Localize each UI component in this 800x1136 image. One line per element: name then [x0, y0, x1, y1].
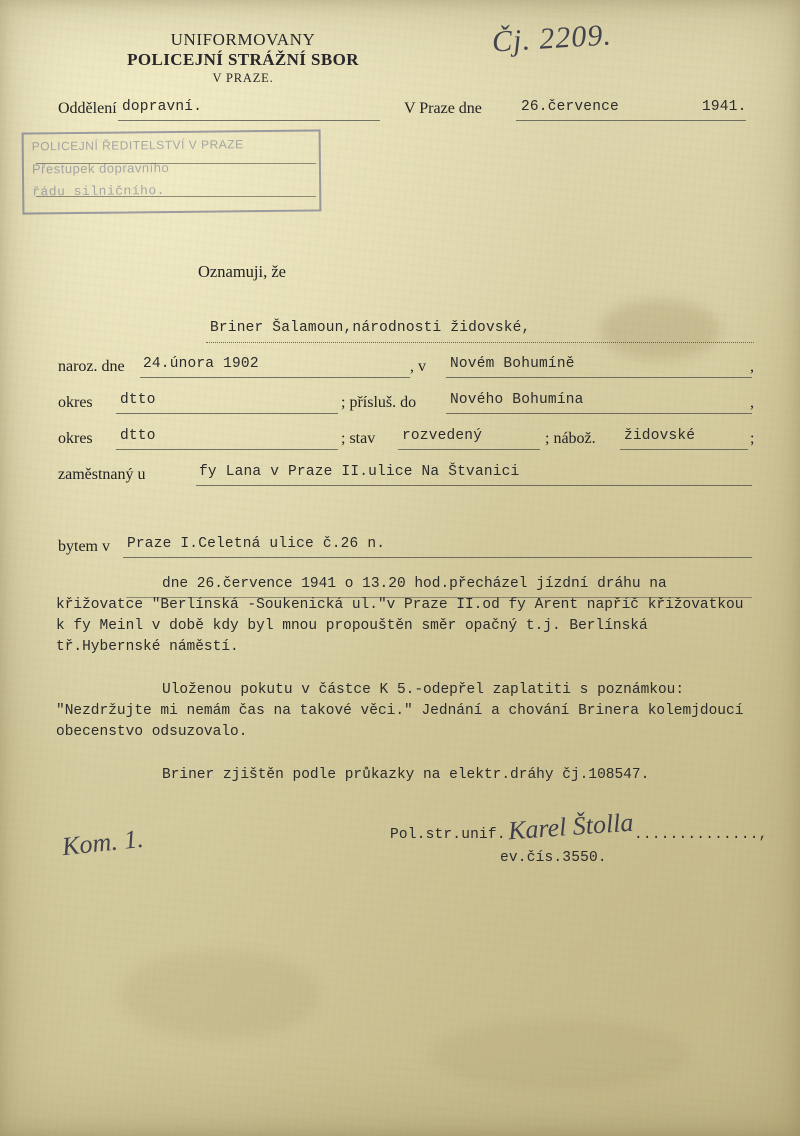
header-line-3: V PRAZE. [212, 71, 274, 86]
employed-rule [196, 485, 752, 486]
status-value: rozvedený [402, 428, 483, 444]
place-date-year: 1941. [702, 99, 747, 115]
residence-rule [123, 557, 752, 558]
birthplace-label: , v [410, 358, 426, 375]
report-paragraph-1: dne 26.července 1941 o 13.20 hod.přecházel jízdní dráhu na křižovatce "Berlínská -Soukenická ul."v Praze II.od fy Arent napříč křižovatkou k fy Meinl v době kdy byl mnou propouštěn směr opačný t.j. Berlínská tř.Hybernské náměstí. [56, 576, 744, 655]
district-value-1: dtto [120, 392, 156, 408]
birth-date: 24.února 1902 [143, 356, 259, 372]
birth-date-rule [140, 377, 410, 378]
district-row-comma: , [750, 394, 754, 411]
signature-id: ev.čís.3550. [500, 850, 607, 866]
place-date-value: 26.července [521, 99, 619, 115]
document-header [78, 30, 408, 86]
reference-number-handwritten: Čj. 2209. [491, 18, 613, 59]
header-line-1: UNIFORMOVANY [170, 30, 316, 49]
department-rule [118, 120, 380, 121]
birthplace-value: Novém Bohumíně [450, 356, 575, 372]
report-paragraph-3: Briner zjištěn podle průkazky na elektr.dráhy čj.108547. [162, 767, 650, 783]
district-1-rule [116, 413, 338, 414]
district-value-2: dtto [120, 428, 156, 444]
birthplace-rule [446, 377, 752, 378]
stamp-rule-1 [36, 163, 316, 164]
status-rule [398, 449, 540, 450]
belonging-value: Nového Bohumína [450, 392, 584, 408]
intro-text: Oznamuji, že [198, 262, 286, 281]
signature-dots: .............., [634, 827, 768, 843]
religion-value: židovské [624, 428, 696, 444]
header-line-2: POLICEJNÍ STRÁŽNÍ SBOR [127, 50, 359, 70]
religion-rule [620, 449, 748, 450]
department-label: Oddělení [58, 100, 117, 117]
status-label: ; stav [341, 430, 376, 447]
report-line-rule [126, 597, 752, 598]
report-paragraph-2: Uloženou pokutu v částce K 5.-odepřel zaplatiti s poznámkou: "Nezdržujte mi nemám čas na takové věci." Jednání a chování Brinera kolemjdoucí obecenstvo odsuzovalo. [56, 682, 744, 740]
signature-rank-label: Pol.str.unif. [390, 827, 506, 843]
religion-label: ; nábož. [545, 430, 596, 447]
signature-handwritten: Karel Štolla [507, 807, 635, 846]
person-name: Briner Šalamoun,národnosti židovské, [210, 320, 531, 336]
place-date-rule [516, 120, 746, 121]
belonging-label: ; přísluš. do [341, 394, 417, 411]
stamp-line-3: řádu silničního. [32, 183, 166, 200]
birth-label: naroz. dne [58, 358, 125, 375]
district-label-2: okres [58, 430, 93, 447]
office-stamp [22, 129, 322, 214]
stamp-line-2: Přestupek dopravního [31, 160, 170, 177]
religion-row-semicolon: ; [750, 430, 755, 447]
residence-label: bytem v [58, 538, 110, 555]
district-2-rule [116, 449, 338, 450]
employed-value: fy Lana v Praze II.ulice Na Štvanici [199, 464, 520, 480]
place-date-label: V Praze dne [404, 100, 482, 117]
stamp-line-1: POLICEJNÍ ŘEDITELSTVÍ V PRAZE [31, 137, 244, 154]
district-label-1: okres [58, 394, 93, 411]
person-name-rule [206, 342, 754, 343]
margin-note-handwritten: Kom. 1. [60, 823, 145, 862]
department-value: dopravní. [122, 99, 203, 115]
belonging-rule [446, 413, 752, 414]
birth-row-comma: , [750, 358, 754, 375]
residence-value: Praze I.Celetná ulice č.26 n. [127, 536, 386, 552]
employed-label: zaměstnaný u [58, 466, 146, 483]
stamp-rule-2 [36, 196, 316, 197]
